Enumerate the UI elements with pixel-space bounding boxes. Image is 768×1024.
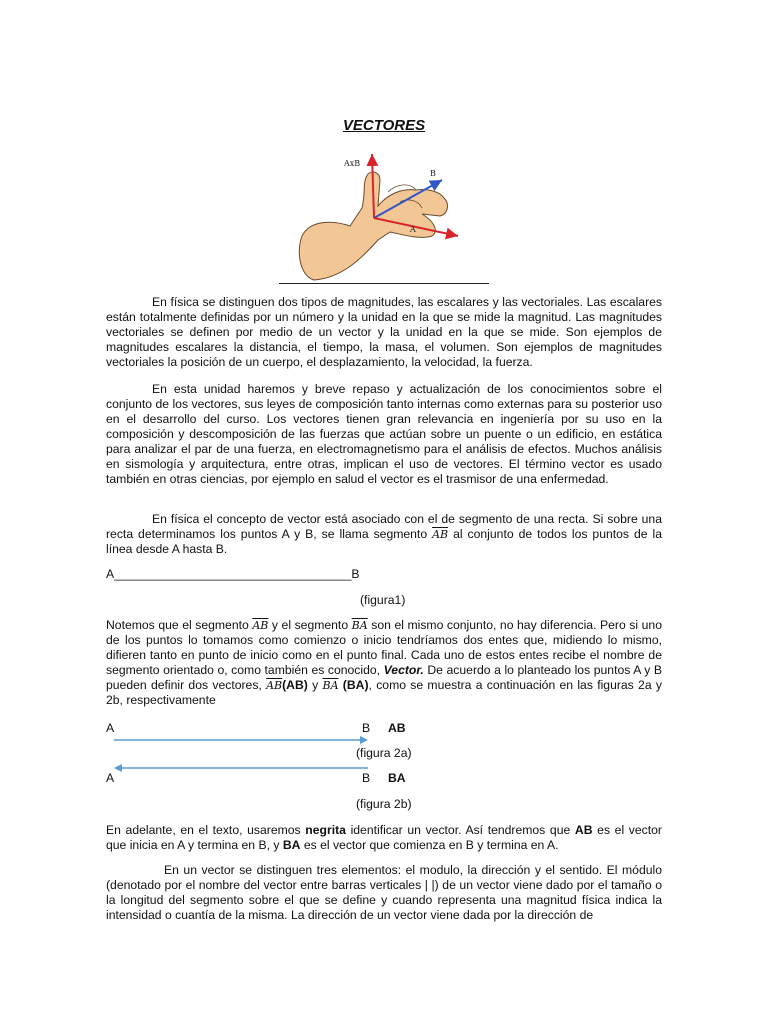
fig2b-label-b: B <box>362 771 371 785</box>
text-run: De acuerdo a lo planteado los puntos A y B pueden definir dos vectores, <box>106 663 663 692</box>
vector-term: Vector. <box>383 663 424 677</box>
figure1-line: A___________________________________B <box>106 567 360 581</box>
text-run: y <box>307 678 323 692</box>
figure2a-caption: (figura 2a) <box>356 746 412 760</box>
segment-ab: $\overline{AB}$ <box>432 528 449 541</box>
arrow-ab <box>112 735 370 745</box>
hand-vector-illustration <box>292 148 464 284</box>
fig2b-vector-name: BA <box>388 771 406 785</box>
fig2a-label-b: B <box>362 721 371 735</box>
text-run: Notemos que el segmento <box>106 618 253 632</box>
text-run: En adelante, en el texto, usaremos <box>106 823 306 837</box>
paragraph-2: En esta unidad haremos y breve repaso y actualización de los conocimientos sobre el conjunto de los vectores, sus leyes de composición tanto internas como externas para su posterior uso en el desarrollo del curso. Los vectores tienen gran relevancia en ingeniería por su uso en la composición y descomposición de las fuerzas que actúan sobre un puente o un edificio, en estática para analizar el par de una fuerza, en electromagnetismo para el análisis de efectos. Muchos análisis en sismología y arquitectura, entre otras, implican el uso de vectores. El término vector es usado también en otras ciencias, por ejemplo en salud el vector es el trasmisor de una enfermedad. <box>106 382 662 486</box>
page-title: VECTORES <box>342 117 426 134</box>
fig2a-label-a: A <box>106 721 115 735</box>
fig2b-label-a: A <box>106 771 115 785</box>
paragraph-1: En física se distinguen dos tipos de magnitudes, las escalares y las vectoriales. Las escalares están totalmente definidas por un número y la unidad en la que se mide la magnitud. Las magnitudes vectoriales se definen por medio de un vector y la unidad en la que se mide. Son ejemplos de magnitudes escalares la distancia, el tiempo, la masa, el volumen. Son ejemplos de magnitudes vectoriales la posición de un cuerpo, el desplazamiento, la velocidad, la fuerza. <box>106 295 662 369</box>
figure2b-caption: (figura 2b) <box>356 797 412 811</box>
text-run: al conjunto de todos los puntos de la línea desde A hasta B. <box>106 527 662 556</box>
paragraph-3 <box>106 512 662 557</box>
bold-negrita: negrita <box>305 823 346 837</box>
bold-ba: (BA) <box>338 678 369 692</box>
label-b: B <box>430 169 436 178</box>
figure-rule <box>279 283 489 284</box>
label-a: A <box>410 225 416 234</box>
segment-ba: $\overline{BA}$ <box>351 619 368 632</box>
segment-ba: $\overline{BA}$ <box>322 679 339 692</box>
segment-ab: $\overline{AB}$ <box>266 679 283 692</box>
text-run: es el vector que comienza en B y termina en A. <box>300 838 559 852</box>
paragraph-5 <box>106 823 662 853</box>
text-run: identificar un vector. Así tendremos que <box>345 823 575 837</box>
arrow-ba <box>112 763 370 773</box>
text-run: es el vector que inicia en A y termina en B, y <box>106 823 662 852</box>
bold-ba: BA <box>282 838 301 852</box>
label-axb: AxB <box>344 159 361 168</box>
fig2a-vector-name: AB <box>388 721 406 735</box>
bold-ab: (AB) <box>282 678 308 692</box>
figure1-caption: (figura1) <box>360 593 406 607</box>
text-run: , como se muestra a continuación en las figuras 2a y 2b, respectivamente <box>106 678 662 707</box>
text-run: y el segmento <box>268 618 352 632</box>
paragraph-6: En un vector se distinguen tres elementos: el modulo, la dirección y el sentido. El módulo (denotado por el nombre del vector entre barras verticales | |) de un vector viene dado por el tamaño o la longitud del segmento sobre el que se define y cuando representa una magnitud física indica la intensidad o cuantía de la misma. La dirección de un vector viene dada por la dirección de <box>106 863 662 922</box>
text-run: En física el concepto de vector está asociado con el de segmento de una recta. Si sobre una recta determinamos los puntos A y B, se llama segmento <box>106 512 662 541</box>
segment-ab: $\overline{AB}$ <box>252 619 269 632</box>
text-run: son el mismo conjunto, no hay diferencia. Pero si uno de los puntos lo tomamos como comienzo o inicio tendríamos dos entes que, midiendo lo mismo, difieren tanto en punto de inicio como en el punto final. Cada uno de estos entes recibe el nombre de segmento orientado o, como también es conocido, <box>106 618 662 677</box>
paragraph-4 <box>106 618 662 708</box>
bold-ab: AB <box>574 823 593 837</box>
